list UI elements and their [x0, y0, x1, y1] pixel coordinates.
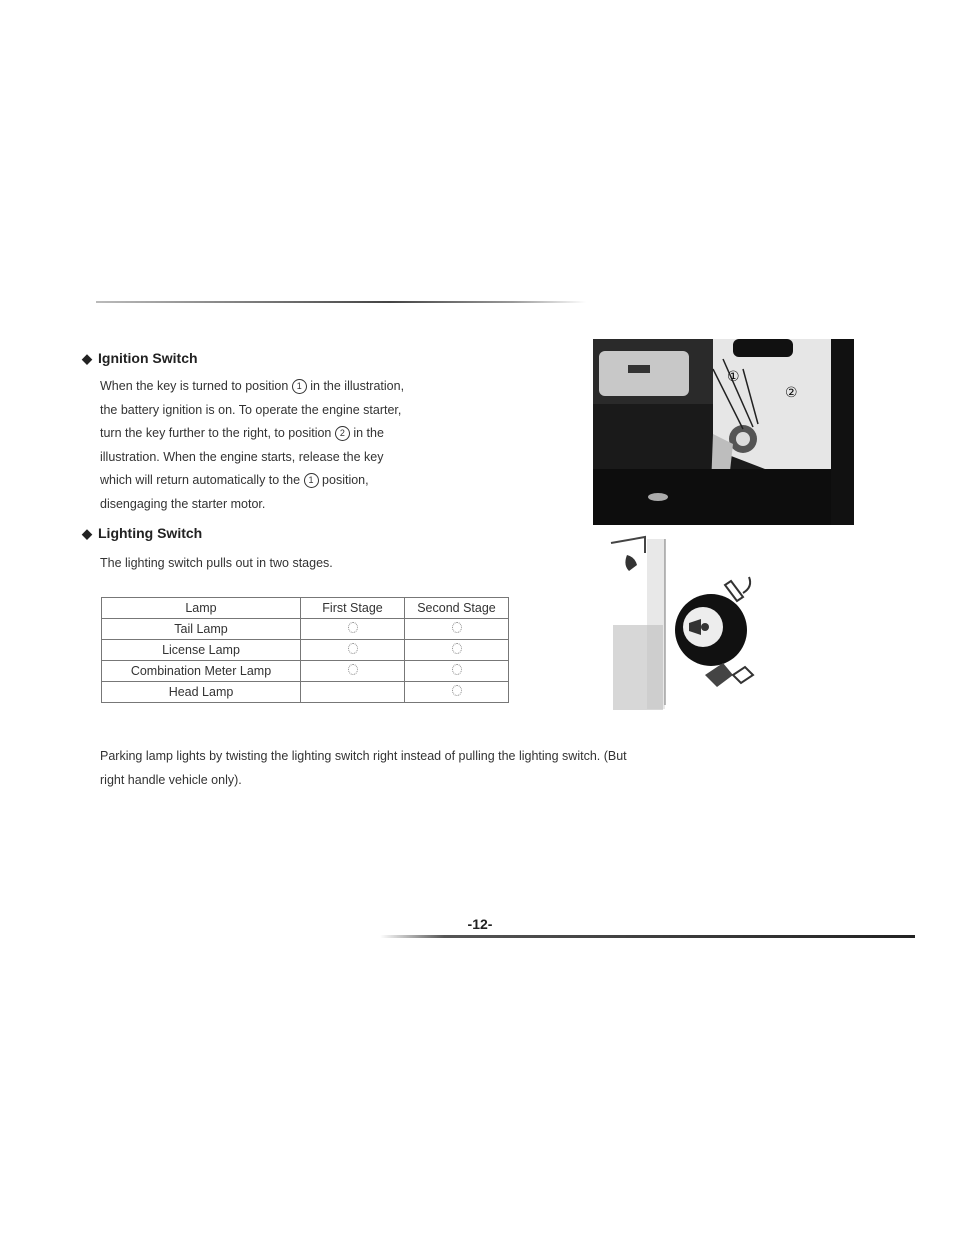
- table-header-lamp: Lamp: [102, 598, 301, 619]
- table-header-second: Second Stage: [405, 598, 509, 619]
- first-stage-cell: [301, 619, 405, 640]
- ignition-line: the battery ignition is on. To operate the engine starter,: [100, 402, 402, 417]
- table-row: [102, 661, 509, 682]
- ignition-line: which will return automatically to the 1 position,: [100, 473, 369, 487]
- second-stage-cell: [405, 640, 509, 661]
- page-number: -12-: [467, 916, 493, 932]
- table-header-first: First Stage: [301, 598, 405, 619]
- diamond-bullet-icon: ◆: [82, 351, 92, 366]
- first-stage-cell: [301, 640, 405, 661]
- top-rule: [96, 301, 586, 303]
- table-row: [102, 640, 509, 661]
- on-mark-icon: [348, 622, 358, 633]
- lamp-name-cell: License Lamp: [102, 640, 301, 661]
- table-row: [102, 619, 509, 640]
- ignition-line: When the key is turned to position 1 in the illustration,: [100, 379, 405, 393]
- on-mark-icon: [348, 664, 358, 675]
- position-2-label: ②: [785, 385, 798, 401]
- lighting-stage-table: [101, 597, 509, 703]
- on-mark-icon: [452, 622, 462, 633]
- bottom-rule: [380, 935, 915, 938]
- second-stage-cell: [405, 661, 509, 682]
- parking-lamp-note: Parking lamp lights by twisting the lighting switch right instead of pulling the lighting switch. (But right handle vehicle only).: [100, 749, 627, 787]
- on-mark-icon: [452, 664, 462, 675]
- ignition-line: disengaging the starter motor.: [100, 496, 266, 511]
- position-2-marker: 2: [335, 426, 350, 441]
- lighting-intro: The lighting switch pulls out in two stages.: [100, 556, 333, 570]
- position-1-label: ①: [727, 369, 740, 385]
- first-stage-cell: [301, 661, 405, 682]
- ignition-paragraph: [100, 375, 520, 516]
- second-stage-cell: [405, 682, 509, 703]
- ignition-heading: ◆ Ignition Switch: [82, 350, 198, 366]
- lamp-name-cell: Head Lamp: [102, 682, 301, 703]
- on-mark-icon: [452, 685, 462, 696]
- ignition-line: turn the key further to the right, to position 2 in the: [100, 426, 384, 440]
- diamond-bullet-icon: ◆: [82, 526, 92, 541]
- ignition-line: illustration. When the engine starts, release the key: [100, 449, 384, 464]
- lighting-heading: ◆ Lighting Switch: [82, 525, 203, 541]
- ignition-switch-photo: [593, 339, 854, 525]
- table-row: [102, 682, 509, 703]
- position-1-marker: 1: [304, 473, 319, 488]
- lamp-name-cell: Combination Meter Lamp: [102, 661, 301, 682]
- lighting-switch-photo: [593, 535, 854, 715]
- position-1-marker: 1: [292, 379, 307, 394]
- lamp-name-cell: Tail Lamp: [102, 619, 301, 640]
- second-stage-cell: [405, 619, 509, 640]
- on-mark-icon: [452, 643, 462, 654]
- on-mark-icon: [348, 643, 358, 654]
- first-stage-cell: [301, 682, 405, 703]
